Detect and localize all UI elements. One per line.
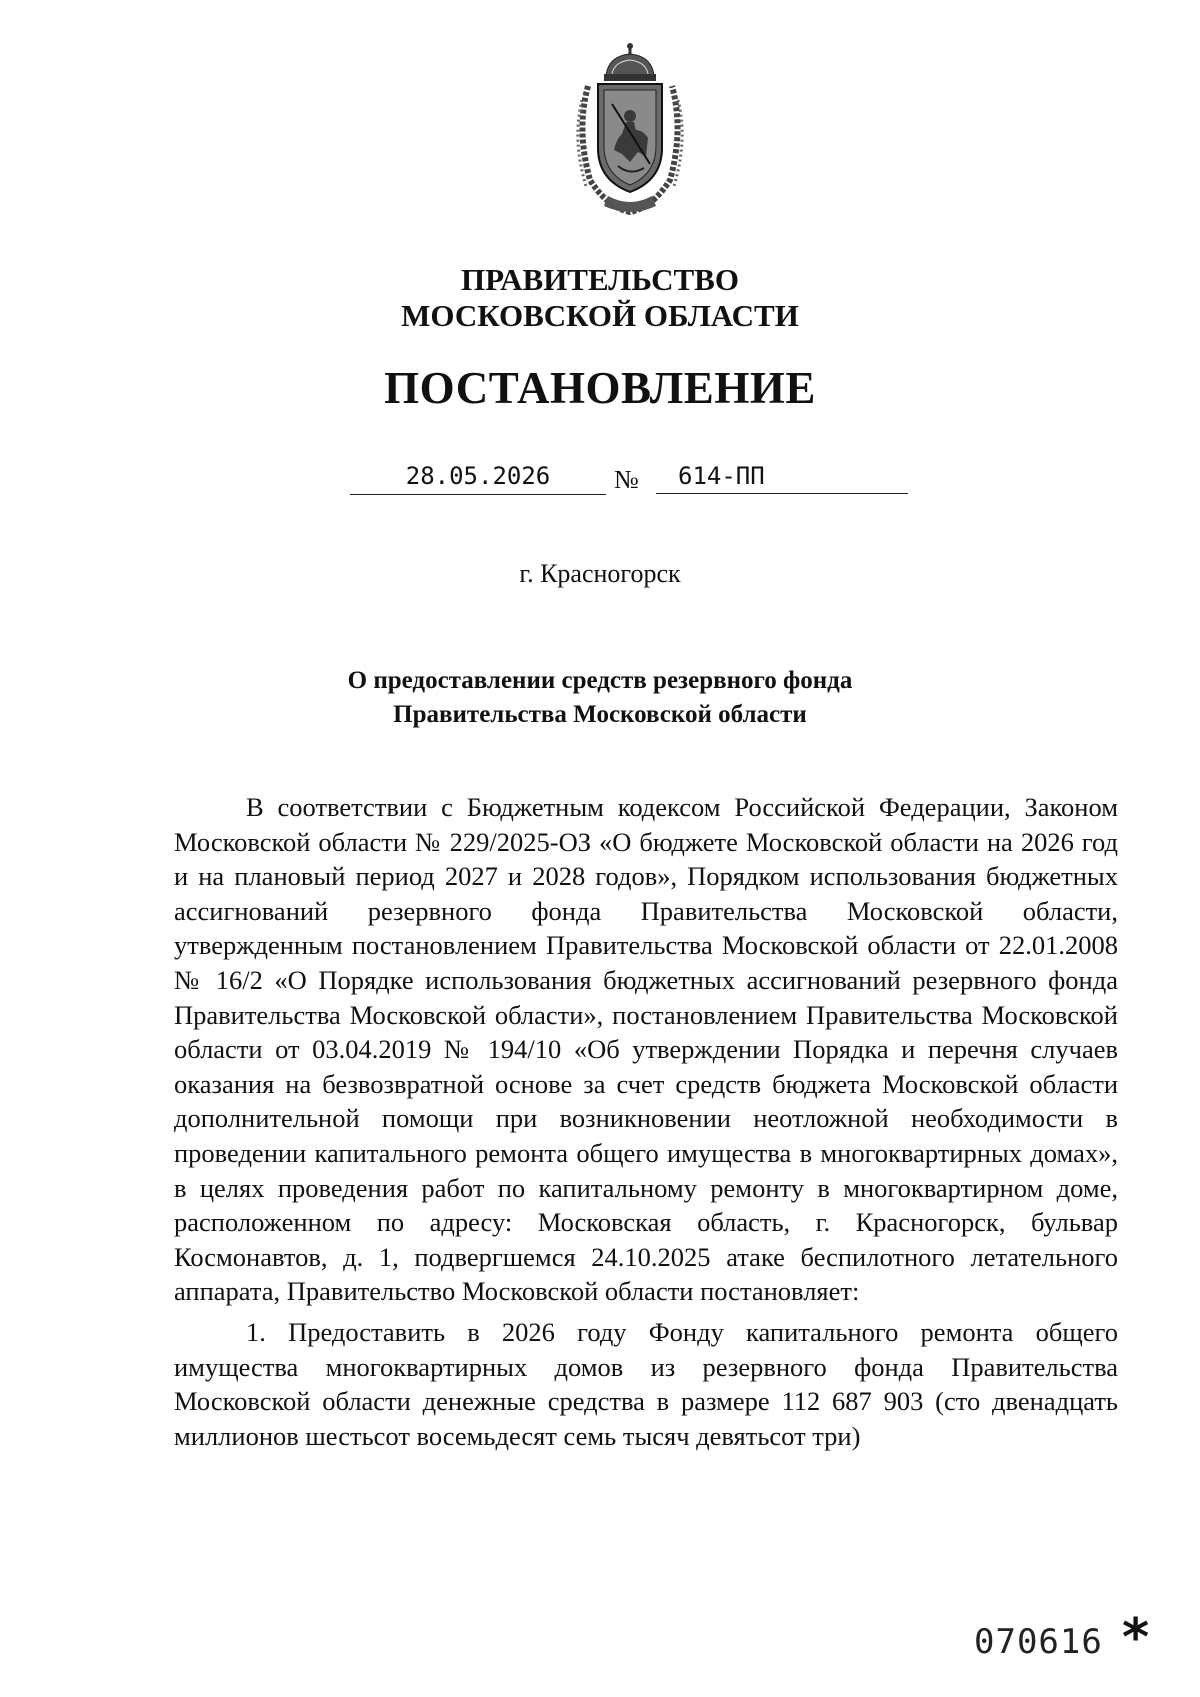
- government-title-line1: ПРАВИТЕЛЬСТВО: [461, 262, 739, 297]
- number-sign: №: [614, 465, 639, 494]
- document-body: [174, 790, 1118, 1453]
- preamble-paragraph: В соответствии с Бюджетным кодексом Российской Федерации, Законом Московской области № 229/2025-ОЗ «О бюджете Московской области на 2026 год и на плановый период 2027 и 2028 годов», Порядком использования бюджетных ассигнований резервного фонда Правительства Московской области, утвержденным постановлением Правительства Московской области от 22.01.2008 № 16/2 «О Порядке использования бюджетных ассигнований резервного фонда Правительства Московской области», постановлением Правительства Московской области от 03.04.2019 № 194/10 «Об утверждении Порядка и перечня случаев оказания на безвозвратной основе за счет средств бюджета Московской области дополнительной помощи при возникновении неотложной необходимости в проведении капитального ремонта общего имущества в многоквартирных домах», в целях проведения работ по капитальному ремонту в многоквартирном доме, расположенном по адресу: Московская область, г. Красногорск, бульвар Космонавтов, д. 1, подвергшемся 24.10.2025 атаке беспилотного летательного аппарата, Правительство Московской области постановляет:: [174, 792, 1118, 1307]
- document-date: 28.05.2026: [350, 458, 606, 495]
- government-title: [0, 262, 1200, 334]
- issue-city: г. Красногорск: [519, 559, 681, 588]
- document-type: ПОСТАНОВЛЕНИЕ: [384, 363, 816, 413]
- coat-of-arms-icon: [568, 40, 692, 215]
- item-1-paragraph: 1. Предоставить в 2026 году Фонду капитального ремонта общего имущества многоквартирных домов из резервного фонда Правительства Московской области денежные средства в размере 112 687 903 (сто двенадцать миллионов шестьсот восемьдесят семь тысяч девятьсот три): [174, 1316, 1118, 1451]
- subject-line1: О предоставлении средств резервного фонда: [347, 667, 853, 694]
- government-title-line2: МОСКОВСКОЙ ОБЛАСТИ: [401, 298, 799, 333]
- asterisk-mark: *: [1122, 1608, 1150, 1668]
- document-number: 614-ПП: [656, 458, 908, 494]
- page-stamp-number: 070616: [974, 1622, 1103, 1662]
- subject-line2: Правительства Московской области: [393, 701, 807, 728]
- document-subject: [0, 664, 1200, 732]
